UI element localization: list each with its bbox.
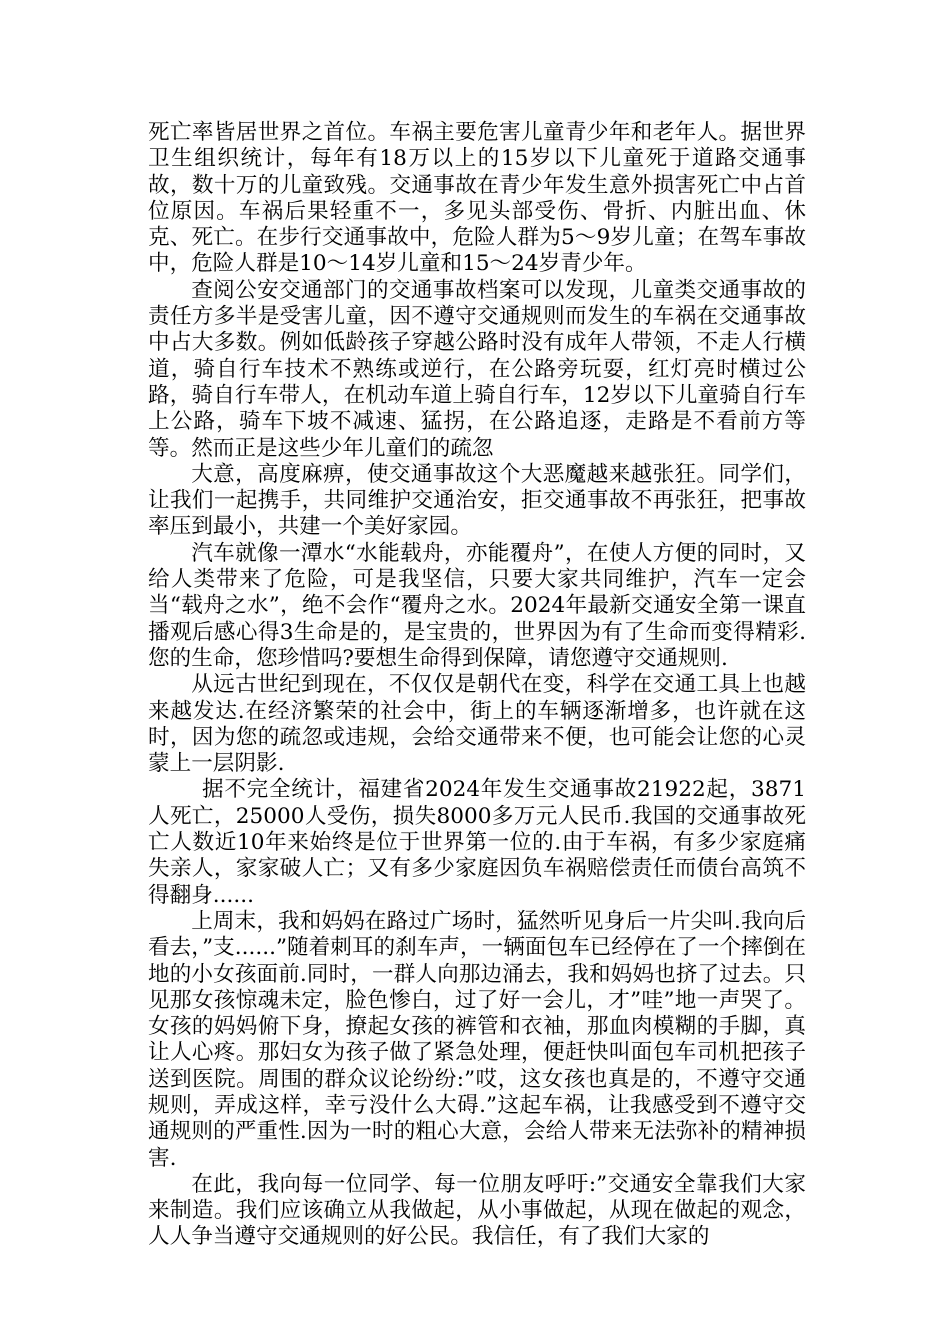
document-page [148, 120, 806, 1251]
paragraph-accident-records: 查阅公安交通部门的交通事故档案可以发现，儿童类交通事故的责任方多半是受害儿童，因不遵守交通规则而发生的车祸在交通事故中占大多数。例如低龄孩子穿越公路时没有成年人带领，不走人行横道，骑自行车技术不熟练或逆行，在公路旁玩耍，红灯亮时横过公路，骑自行车带人，在机动车道上骑自行车，12岁以下儿童骑自行车上公路，骑车下坡不减速、猛拐，在公路追逐，走路是不看前方等等。然而正是这些少年儿童们的疏忽 [148, 277, 806, 461]
paragraph-statistics: 据不完全统计，福建省2024年发生交通事故21922起，3871人死亡，25000人受伤，损失8000多万元人民币.我国的交通事故死亡人数近10年来始终是位于世界第一位的.由于车祸，有多少家庭痛失亲人，家家破人亡；又有多少家庭因负车祸赔偿责任而债台高筑不得翻身...... [148, 777, 806, 908]
paragraph-car-like-water: 汽车就像一潭水“水能载舟，亦能覆舟”，在使人方便的同时，又给人类带来了危险，可是我坚信，只要大家共同维护，汽车一定会当“载舟之水”，绝不会作“覆舟之水。2024年最新交通安全第一课直播观后感心得3生命是的，是宝贵的，世界因为有了生命而变得精彩.您的生命，您珍惜吗?要想生命得到保障，请您遵守交通规则. [148, 540, 806, 671]
paragraph-weekend-story: 上周末，我和妈妈在路过广场时，猛然听见身后一片尖叫.我向后看去，”支......”随着刺耳的刹车声，一辆面包车已经停在了一个摔倒在地的小女孩面前.同时，一群人向那边涌去，我和妈妈也挤了过去。只见那女孩惊魂未定，脸色惨白，过了好一会儿，才”哇”地一声哭了。女孩的妈妈俯下身，撩起女孩的裤管和衣袖，那血肉模糊的手脚，真让人心疼。那妇女为孩子做了紧急处理，便赶快叫面包车司机把孩子送到医院。周围的群众议论纷纷:”哎，这女孩也真是的，不遵守交通规则，弄成这样，幸亏没什么大碍.”这起车祸，让我感受到不遵守交通规则的严重性.因为一时的粗心大意，会给人带来无法弥补的精神损害. [148, 908, 806, 1171]
paragraph-continuation: 死亡率皆居世界之首位。车祸主要危害儿童青少年和老年人。据世界卫生组织统计，每年有18万以上的15岁以下儿童死于道路交通事故，数十万的儿童致残。交通事故在青少年发生意外损害死亡中占首位原因。车祸后果轻重不一，多见头部受伤、骨折、内脏出血、休克、死亡。在步行交通事故中，危险人群为5～9岁儿童；在驾车事故中，危险人群是10～14岁儿童和15～24岁青少年。 [148, 120, 806, 277]
paragraph-appeal: 在此，我向每一位同学、每一位朋友呼吁:”交通安全靠我们大家来制造。我们应该确立从我做起，从小事做起，从现在做起的观念，人人争当遵守交通规则的好公民。我信任，有了我们大家的 [148, 1171, 806, 1250]
paragraph-ancient-to-now: 从远古世纪到现在，不仅仅是朝代在变，科学在交通工具上也越来越发达.在经济繁荣的社会中，街上的车辆逐渐增多，也许就在这时，因为您的疏忽或违规，会给交通带来不便，也可能会让您的心灵蒙上一层阴影. [148, 672, 806, 777]
paragraph-call-to-action: 大意，高度麻痹，使交通事故这个大恶魔越来越张狂。同学们，让我们一起携手，共同维护交通治安，拒交通事故不再张狂，把事故率压到最小，共建一个美好家园。 [148, 461, 806, 540]
